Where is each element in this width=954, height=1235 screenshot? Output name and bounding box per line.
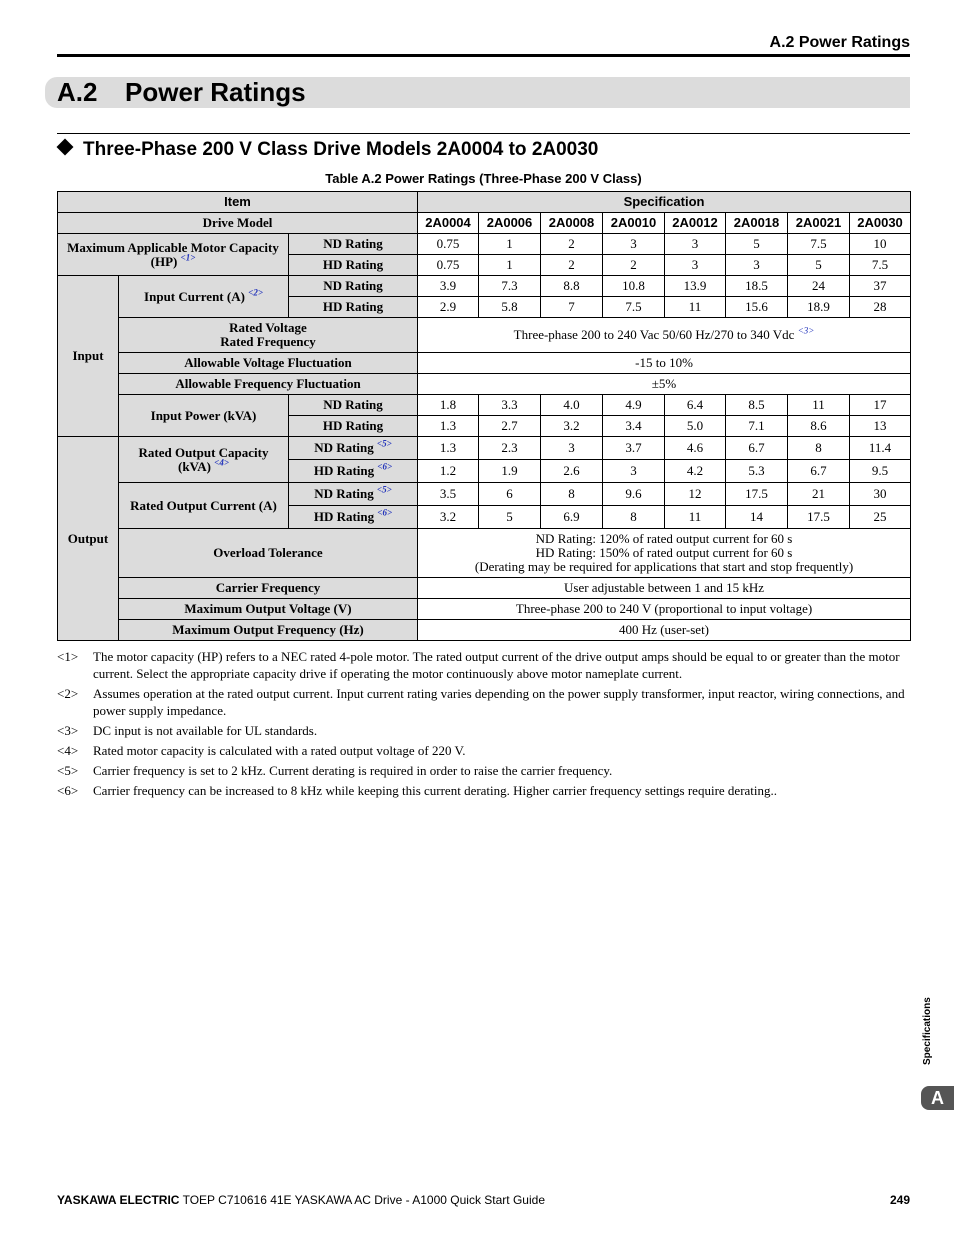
- table-caption: Table A.2 Power Ratings (Three-Phase 200 V Class): [325, 171, 642, 186]
- value-cell: 10.8: [603, 276, 665, 297]
- value-cell: 7.1: [726, 416, 788, 437]
- frequency-fluctuation-value: ±5%: [418, 374, 911, 395]
- drive-model-cell: 2A0008: [541, 213, 603, 234]
- footnote-marker: <3>: [57, 723, 79, 738]
- value-cell: 0.75: [418, 234, 479, 255]
- value-cell: 14: [726, 506, 788, 529]
- value-cell: 3.4: [603, 416, 665, 437]
- value-cell: 2: [541, 234, 603, 255]
- footnote-text: Assumes operation at the rated output current. Input current rating varies depending on the power supply transformer, input reactor, wiring connections, and power supply impedance.: [93, 686, 905, 718]
- chapter-side-label: Specifications: [922, 997, 933, 1065]
- value-cell: 11: [665, 297, 726, 318]
- value-cell: 0.75: [418, 255, 479, 276]
- subsection-rule: [57, 133, 910, 134]
- value-cell: 3.9: [418, 276, 479, 297]
- subsection-heading: [57, 137, 598, 163]
- footnote-text: The motor capacity (HP) refers to a NEC rated 4-pole motor. The rated output current of the drive output amps should be equal to or greater than the motor current. Select the appropriate capacity drive if operating the motor continuously above motor nameplate current.: [93, 649, 900, 681]
- footnotes: [57, 648, 910, 802]
- drive-model-cell: 2A0018: [726, 213, 788, 234]
- value-cell: 7.3: [479, 276, 541, 297]
- overload-line: HD Rating: 150% of rated output current for 60 s: [535, 545, 793, 560]
- value-cell: 21: [788, 483, 850, 506]
- value-cell: 4.6: [665, 437, 726, 460]
- value-cell: 3: [603, 234, 665, 255]
- value-cell: 5.0: [665, 416, 726, 437]
- footnote-ref[interactable]: <2>: [248, 287, 263, 298]
- drive-model-cell: 2A0030: [850, 213, 911, 234]
- value-cell: 5.3: [726, 460, 788, 483]
- carrier-frequency-value: User adjustable between 1 and 15 kHz: [418, 578, 911, 599]
- footnote-item: [57, 762, 910, 779]
- voltage-fluctuation-label: Allowable Voltage Fluctuation: [119, 353, 418, 374]
- drive-model-cell: 2A0021: [788, 213, 850, 234]
- value-cell: 2: [603, 255, 665, 276]
- hd-rating-text: HD Rating: [313, 463, 375, 478]
- footnote-marker: <4>: [57, 743, 79, 758]
- value-cell: 8: [788, 437, 850, 460]
- input-current-label: [119, 276, 289, 318]
- value-cell: 3.2: [418, 506, 479, 529]
- overload-line: ND Rating: 120% of rated output current for 60 s: [535, 531, 793, 546]
- page-number: 249: [889, 1193, 910, 1207]
- value-cell: 17: [850, 395, 911, 416]
- max-output-voltage-value: Three-phase 200 to 240 V (proportional to input voltage): [418, 599, 911, 620]
- value-cell: 11: [788, 395, 850, 416]
- output-capacity-label: [119, 437, 289, 483]
- value-cell: 3: [541, 437, 603, 460]
- rated-frequency-label: Rated Frequency: [220, 334, 316, 349]
- drive-model-cell: 2A0004: [418, 213, 479, 234]
- value-cell: 25: [850, 506, 911, 529]
- footnote-item: [57, 782, 910, 799]
- input-group-label: Input: [58, 276, 119, 437]
- value-cell: 1.3: [418, 437, 479, 460]
- frequency-fluctuation-label: Allowable Frequency Fluctuation: [119, 374, 418, 395]
- footer-brand: YASKAWA ELECTRIC: [57, 1193, 180, 1207]
- value-cell: 7: [541, 297, 603, 318]
- value-cell: 8: [541, 483, 603, 506]
- value-cell: 5: [726, 234, 788, 255]
- value-cell: 6.4: [665, 395, 726, 416]
- footnote-marker: <5>: [57, 763, 79, 778]
- value-cell: 6.7: [726, 437, 788, 460]
- value-cell: 2.9: [418, 297, 479, 318]
- value-cell: 8.8: [541, 276, 603, 297]
- overload-line: (Derating may be required for applications that start and stop frequently): [474, 559, 854, 574]
- section-number: A.2: [57, 77, 98, 107]
- value-cell: 13: [850, 416, 911, 437]
- value-cell: 8.5: [726, 395, 788, 416]
- nd-rating-label: ND Rating: [289, 276, 418, 297]
- rated-voltage-label: Rated Voltage: [229, 320, 307, 335]
- footnote-ref[interactable]: <3>: [797, 325, 815, 336]
- value-cell: 3.5: [418, 483, 479, 506]
- max-output-frequency-label: Maximum Output Frequency (Hz): [119, 620, 418, 641]
- output-group-label: Output: [58, 437, 119, 641]
- value-cell: 3: [665, 234, 726, 255]
- chapter-tab[interactable]: A: [921, 1086, 954, 1110]
- footnote-marker: <6>: [57, 783, 79, 798]
- value-cell: 11: [665, 506, 726, 529]
- footnote-ref[interactable]: <6>: [377, 461, 393, 472]
- value-cell: 1.3: [418, 416, 479, 437]
- section-title: Power Ratings: [125, 77, 306, 107]
- footnote-ref[interactable]: <6>: [377, 507, 393, 518]
- value-cell: 8: [603, 506, 665, 529]
- value-cell: 8.6: [788, 416, 850, 437]
- footnote-marker: <2>: [57, 686, 79, 701]
- value-cell: 24: [788, 276, 850, 297]
- hd-rating-text: HD Rating: [313, 509, 375, 524]
- value-cell: 18.9: [788, 297, 850, 318]
- hd-rating-label: HD Rating: [289, 416, 418, 437]
- value-cell: 2.3: [479, 437, 541, 460]
- overload-tolerance-value: [418, 529, 911, 578]
- value-cell: 1: [479, 255, 541, 276]
- subsection-title: Three-Phase 200 V Class Drive Models 2A0004 to 2A0030: [83, 139, 599, 160]
- value-cell: 12: [665, 483, 726, 506]
- running-header: A.2 Power Ratings: [769, 34, 910, 51]
- value-cell: 1.9: [479, 460, 541, 483]
- value-cell: 2.7: [479, 416, 541, 437]
- hd-rating-label: HD Rating: [289, 297, 418, 318]
- value-cell: 18.5: [726, 276, 788, 297]
- drive-model-cell: 2A0010: [603, 213, 665, 234]
- value-cell: 7.5: [850, 255, 911, 276]
- value-cell: 3: [665, 255, 726, 276]
- value-cell: 7.5: [603, 297, 665, 318]
- value-cell: 11.4: [850, 437, 911, 460]
- diamond-bullet-icon: [57, 139, 74, 156]
- rated-voltage-text: Three-phase 200 to 240 Vac 50/60 Hz/270 to 340 Vdc: [513, 327, 795, 342]
- nd-rating-text: ND Rating: [314, 486, 374, 501]
- max-output-voltage-label: Maximum Output Voltage (V): [119, 599, 418, 620]
- value-cell: 17.5: [788, 506, 850, 529]
- section-heading: [57, 77, 306, 108]
- value-cell: 6.9: [541, 506, 603, 529]
- motor-capacity-label: [58, 234, 289, 276]
- motor-capacity-text: Maximum Applicable Motor Capacity (HP): [67, 239, 279, 269]
- value-cell: 4.0: [541, 395, 603, 416]
- value-cell: 6: [479, 483, 541, 506]
- value-cell: 1.2: [418, 460, 479, 483]
- value-cell: 6.7: [788, 460, 850, 483]
- nd-rating-text: ND Rating: [314, 440, 374, 455]
- output-capacity-text: Rated Output Capacity (kVA): [138, 444, 269, 474]
- footnote-item: [57, 742, 910, 759]
- header-rule: [57, 54, 910, 57]
- value-cell: 1: [479, 234, 541, 255]
- value-cell: 3: [726, 255, 788, 276]
- value-cell: 2.6: [541, 460, 603, 483]
- voltage-fluctuation-value: -15 to 10%: [418, 353, 911, 374]
- footnote-ref[interactable]: <4>: [214, 457, 229, 468]
- footnote-text: DC input is not available for UL standards.: [93, 723, 318, 738]
- value-cell: 5: [788, 255, 850, 276]
- nd-rating-label: ND Rating: [289, 395, 418, 416]
- footnote-text: Carrier frequency can be increased to 8 kHz while keeping this current derating. Higher carrier frequency settings require derating..: [93, 783, 778, 798]
- value-cell: 3.2: [541, 416, 603, 437]
- rated-voltage-frequency-label: [119, 318, 418, 353]
- value-cell: 1.8: [418, 395, 479, 416]
- value-cell: 9.6: [603, 483, 665, 506]
- value-cell: 10: [850, 234, 911, 255]
- value-cell: 4.2: [665, 460, 726, 483]
- footnote-item: [57, 685, 910, 719]
- nd-rating-label: ND Rating: [289, 234, 418, 255]
- item-header: Item: [58, 192, 418, 213]
- specification-header: Specification: [418, 192, 911, 213]
- drive-model-cell: 2A0012: [665, 213, 726, 234]
- value-cell: 2: [541, 255, 603, 276]
- footnote-item: [57, 648, 910, 682]
- footer-doc-title: TOEP C710616 41E YASKAWA AC Drive - A1000 Quick Start Guide: [179, 1193, 545, 1207]
- value-cell: 28: [850, 297, 911, 318]
- nd-rating-label: [289, 437, 418, 460]
- footnote-text: Carrier frequency is set to 2 kHz. Current derating is required in order to raise the carrier frequency.: [93, 763, 613, 778]
- hd-rating-label: [289, 506, 418, 529]
- value-cell: 15.6: [726, 297, 788, 318]
- value-cell: 4.9: [603, 395, 665, 416]
- footnote-ref[interactable]: <1>: [180, 252, 196, 263]
- value-cell: 7.5: [788, 234, 850, 255]
- value-cell: 3.7: [603, 437, 665, 460]
- footnote-text: Rated motor capacity is calculated with a rated output voltage of 220 V.: [93, 743, 466, 758]
- nd-rating-label: [289, 483, 418, 506]
- drive-model-label: Drive Model: [58, 213, 418, 234]
- value-cell: 5: [479, 506, 541, 529]
- power-ratings-table: [57, 191, 911, 641]
- value-cell: 3.3: [479, 395, 541, 416]
- hd-rating-label: HD Rating: [289, 255, 418, 276]
- rated-voltage-value: [418, 318, 911, 353]
- value-cell: 3: [603, 460, 665, 483]
- overload-tolerance-label: Overload Tolerance: [119, 529, 418, 578]
- footnote-marker: <1>: [57, 649, 79, 664]
- footnote-ref[interactable]: <5>: [377, 484, 392, 495]
- value-cell: 9.5: [850, 460, 911, 483]
- output-current-label: Rated Output Current (A): [119, 483, 289, 529]
- footer-doc-info: [57, 1193, 545, 1207]
- value-cell: 13.9: [665, 276, 726, 297]
- footnote-ref[interactable]: <5>: [377, 438, 392, 449]
- footnote-item: [57, 722, 910, 739]
- input-power-label: Input Power (kVA): [119, 395, 289, 437]
- value-cell: 5.8: [479, 297, 541, 318]
- value-cell: 17.5: [726, 483, 788, 506]
- hd-rating-label: [289, 460, 418, 483]
- value-cell: 30: [850, 483, 911, 506]
- input-current-text: Input Current (A): [144, 288, 245, 304]
- carrier-frequency-label: Carrier Frequency: [119, 578, 418, 599]
- value-cell: 37: [850, 276, 911, 297]
- max-output-frequency-value: 400 Hz (user-set): [418, 620, 911, 641]
- drive-model-cell: 2A0006: [479, 213, 541, 234]
